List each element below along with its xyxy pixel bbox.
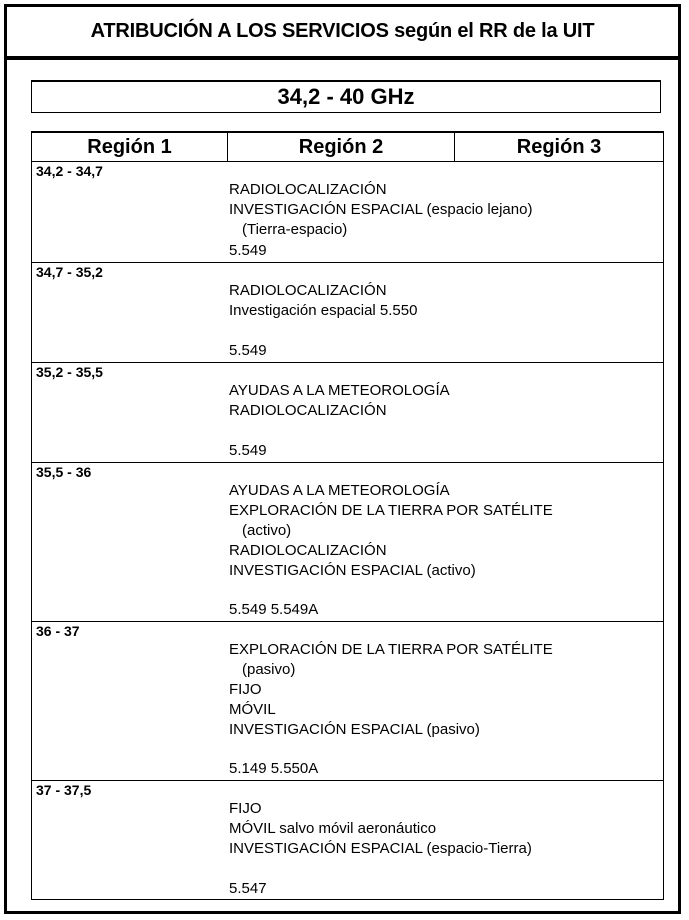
column-header-region-1: Región 1 [32,133,228,162]
band-row [32,263,663,363]
band-footnotes: 5.549 [229,242,267,259]
band-footnotes: 5.549 [229,442,267,459]
allocation-line: EXPLORACIÓN DE LA TIERRA POR SATÉLITE [229,641,553,658]
band-allocations [229,281,417,321]
allocation-line: INVESTIGACIÓN ESPACIAL (pasivo) [229,721,480,738]
band-range-label: 34,2 - 34,7 [36,163,103,179]
band-row [32,162,663,263]
band-range-label: 37 - 37,5 [36,782,92,798]
band-allocations [229,381,450,421]
band-allocations [229,180,532,240]
allocation-line: (pasivo) [242,661,296,678]
allocation-line: FIJO [229,800,262,817]
band-footnotes: 5.549 [229,342,267,359]
band-footnotes: 5.547 [229,880,267,897]
band-allocations [229,481,553,581]
band-row [32,463,663,622]
document-frame [4,4,681,914]
band-range-label: 36 - 37 [36,623,80,639]
allocation-line: INVESTIGACIÓN ESPACIAL (activo) [229,562,476,579]
band-footnotes: 5.149 5.550A [229,760,319,777]
band-range-label: 34,7 - 35,2 [36,264,103,280]
allocation-line: FIJO [229,681,262,698]
column-header-region-3: Región 3 [455,133,663,162]
page-title: ATRIBUCIÓN A LOS SERVICIOS según el RR de la UIT [7,7,678,60]
band-footnotes: 5.549 5.549A [229,601,319,618]
allocation-line: INVESTIGACIÓN ESPACIAL (espacio lejano) [229,201,533,218]
allocation-line: INVESTIGACIÓN ESPACIAL (espacio-Tierra) [229,840,532,857]
allocation-line: AYUDAS A LA METEOROLOGÍA [229,482,450,499]
frequency-range-title: 34,2 - 40 GHz [31,80,661,113]
allocation-line: (Tierra-espacio) [242,221,348,238]
column-header-region-2: Región 2 [228,133,455,162]
allocation-line: RADIOLOCALIZACIÓN [229,181,387,198]
allocation-line: Investigación espacial 5.550 [229,302,418,319]
band-row [32,781,663,900]
allocation-line: MÓVIL [229,701,276,718]
band-range-label: 35,5 - 36 [36,464,92,480]
allocation-line: EXPLORACIÓN DE LA TIERRA POR SATÉLITE [229,502,553,519]
band-row [32,363,663,463]
band-row [32,622,663,781]
allocation-table [31,131,664,900]
allocation-line: RADIOLOCALIZACIÓN [229,542,387,559]
allocation-line: AYUDAS A LA METEOROLOGÍA [229,382,450,399]
allocation-line: MÓVIL salvo móvil aeronáutico [229,820,437,837]
allocation-line: RADIOLOCALIZACIÓN [229,282,387,299]
allocation-line: RADIOLOCALIZACIÓN [229,402,387,419]
band-allocations [229,640,553,740]
allocation-line: (activo) [242,522,292,539]
band-range-label: 35,2 - 35,5 [36,364,103,380]
band-allocations [229,799,532,859]
